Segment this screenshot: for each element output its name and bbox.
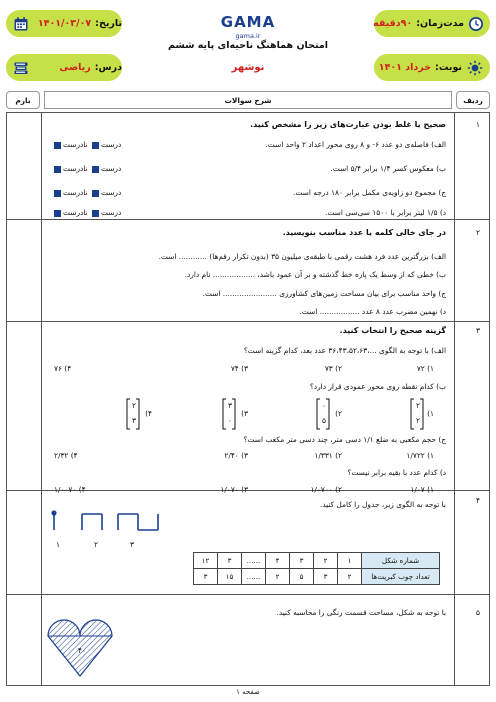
header-row-1	[6, 10, 490, 40]
table-cell: ۱۲	[194, 553, 218, 569]
books-icon	[12, 59, 30, 77]
table-cell-blank[interactable]: ......	[242, 569, 266, 585]
q3-title: گزینه صحیح را انتخاب کنید.	[339, 326, 446, 335]
date-label: تاریخ:	[95, 18, 122, 29]
date-pill	[6, 10, 122, 37]
false-checkbox[interactable]	[54, 210, 61, 217]
true-checkbox[interactable]	[92, 210, 99, 217]
q3-a-opt-1[interactable]: ۱) ۷۲	[416, 364, 434, 373]
q3-d-opt-2[interactable]: ۲) ۱/۰۷۰۰	[310, 485, 342, 494]
q3-b-opt-2-num: ۲)	[335, 409, 342, 418]
true-label: درست	[100, 188, 122, 197]
q3-number: ۳	[476, 326, 480, 335]
q3-b-stem: ب) کدام نقطه روی محور عمودی قرار دارد؟	[309, 382, 446, 391]
table-cell-blank[interactable]: ......	[242, 553, 266, 569]
subject-value: ریاضی	[59, 62, 91, 73]
q3-b-v2-top: ۰	[322, 401, 326, 410]
q3-c-opt-3[interactable]: ۳) ۲/۴۰	[224, 451, 248, 460]
true-checkbox[interactable]	[92, 142, 99, 149]
table-head-matches: تعداد چوب کبریت‌ها	[362, 569, 440, 585]
q3-c-opt-2[interactable]: ۲) ۱/۳۳۱	[314, 451, 342, 460]
pattern-label-3: ۳	[130, 540, 134, 549]
table-cell: ۲	[338, 569, 362, 585]
turn-pill	[374, 54, 490, 81]
q3-b-v2-bottom: ۵	[322, 416, 326, 425]
col-description-header: شرح سوالات	[44, 91, 452, 109]
turn-value: خرداد ۱۴۰۱	[378, 62, 432, 73]
clock-icon	[468, 15, 484, 33]
q3-d-opt-3[interactable]: ۳) ۱/۰۷۰	[220, 485, 248, 494]
q2-item-b: ب) خطی که از وسط یک پاره خط گذشته و بر آن عمود باشد، .................. نام دارد.	[184, 270, 446, 279]
logo-text: GAMA	[220, 13, 276, 31]
table-cell: ۱۵	[218, 569, 242, 585]
q1-b-options	[52, 164, 121, 173]
q3-c-opt-1[interactable]: ۱) ۱/۷۲۲	[406, 451, 434, 460]
true-label: درست	[100, 164, 122, 173]
q3-b-opt-1-num: ۱)	[427, 409, 434, 418]
q3-d-stem: د) کدام عدد با بقیه برابر نیست؟	[347, 468, 446, 477]
q2-number: ۲	[476, 228, 480, 237]
false-label: نادرست	[63, 164, 88, 173]
q1-divider	[7, 219, 489, 220]
table-cell: ۲	[314, 553, 338, 569]
q3-c-stem: ج) حجم مکعبی به ضلع ۱/۱ دسی متر، چند دسی متر مکعب است؟	[243, 435, 446, 444]
score-column-divider	[41, 113, 42, 685]
table-cell: ۴	[266, 553, 290, 569]
q4-number: ۴	[476, 496, 480, 505]
sun-icon	[466, 59, 484, 77]
exam-page	[6, 4, 490, 698]
table-cell: ۱	[338, 553, 362, 569]
city-name: نوشهر	[231, 62, 265, 73]
row-column-divider	[454, 113, 455, 685]
q3-a-opt-2[interactable]: ۲) ۷۳	[324, 364, 342, 373]
table-cell: ۳	[314, 569, 338, 585]
q1-item-b: ب) معکوس کسر ۱/۴ برابر ۵/۴ است.	[330, 164, 446, 173]
q2-item-a: الف) بزرگترین عدد فرد هشت رقمی با طبقه‌ی میلیون ۳۵ (بدون تکرار رقم‌ها) ............ است.	[158, 252, 446, 261]
calendar-icon	[12, 15, 30, 33]
exam-title: امتحان هماهنگ ناحیه‌ای پایه ششم	[168, 40, 328, 51]
q1-c-options	[52, 188, 121, 197]
true-label: درست	[100, 208, 122, 217]
q2-item-d: د) نهمین مضرب عدد ۸ عدد ................. است.	[299, 307, 446, 316]
duration-pill	[374, 10, 490, 37]
true-label: درست	[100, 140, 122, 149]
table-cell: ۵	[290, 569, 314, 585]
q3-b-opt-4-num: ۴)	[145, 409, 152, 418]
table-row	[194, 569, 440, 585]
pattern-table	[193, 552, 440, 585]
q3-a-opt-4[interactable]: ۴) ۷۶	[54, 364, 72, 373]
q3-b-v1-top: ۲	[416, 401, 420, 410]
false-checkbox[interactable]	[54, 166, 61, 173]
q2-divider	[7, 321, 489, 322]
subject-label: درس:	[94, 62, 122, 73]
q1-number: ۱	[476, 120, 480, 129]
q3-b-v4-bottom: ۳	[132, 416, 136, 425]
q2-item-c: ج) واحد مناسب برای بیان مساحت زمین‌های کشاورزی ....................... است.	[202, 289, 446, 298]
date-value: ۱۴۰۱/۰۳/۰۷	[37, 18, 92, 29]
false-checkbox[interactable]	[54, 190, 61, 197]
pattern-label-2: ۲	[94, 540, 98, 549]
q1-item-a: الف) فاصله‌ی دو عدد ۶- و ۸ روی محور اعداد ۲ واحد است.	[265, 140, 446, 149]
false-checkbox[interactable]	[54, 142, 61, 149]
q5-number: ۵	[476, 608, 480, 617]
table-head-figure: شماره شکل	[362, 553, 440, 569]
col-score-header: بارم	[6, 91, 40, 109]
q3-a-opt-3[interactable]: ۳) ۷۴	[230, 364, 248, 373]
q1-d-options	[52, 208, 121, 217]
q1-a-options	[52, 140, 121, 149]
q1-title: صحیح یا غلط بودن عبارت‌های زیر را مشخص کنید.	[250, 120, 446, 129]
q3-b-v4-top: ۲	[132, 401, 136, 410]
turn-label: نوبت:	[435, 62, 462, 73]
duration-label: مدت‌زمان:	[416, 18, 464, 29]
q1-item-c: ج) مجموع دو زاویه‌ی مکمل برابر ۱۸۰ درجه است.	[293, 188, 446, 197]
col-row-header: ردیف	[456, 91, 490, 109]
table-cell: ۳	[218, 553, 242, 569]
q3-b-v1-bottom: ۲	[416, 416, 420, 425]
pattern-label-1: ۱	[56, 540, 60, 549]
logo-subtext: gama.ir	[235, 32, 261, 40]
q3-a-stem: الف) با توجه به الگوی ...،۳۶،۴۳،۵۲،۶۳ عدد بعد، کدام گزینه است؟	[243, 346, 446, 355]
q3-d-opt-1[interactable]: ۱) ۱/۰۷	[410, 485, 434, 494]
q1-item-d: د) ۱/۵ لیتر برابر با ۱۵۰۰ سی‌سی است.	[325, 208, 446, 217]
table-cell: ۲	[266, 569, 290, 585]
gama-logo	[206, 12, 290, 32]
table-cell: ۳	[290, 553, 314, 569]
q5-title: با توجه به شکل، مساحت قسمت رنگی را محاسبه کنید.	[276, 608, 446, 617]
false-label: نادرست	[63, 208, 88, 217]
table-row	[194, 553, 440, 569]
subject-pill	[6, 54, 122, 81]
q3-d-opt-4[interactable]: ۴) ۱/۰۰۷۰	[54, 485, 86, 494]
false-label: نادرست	[63, 188, 88, 197]
q3-c-opt-4[interactable]: ۴) ۲/۳۲	[54, 451, 78, 460]
true-checkbox[interactable]	[92, 190, 99, 197]
matchstick-pattern	[46, 508, 166, 538]
q3-b-opt-3-num: ۳)	[241, 409, 248, 418]
duration-value: ۹۰دقیقه	[373, 18, 413, 29]
q3-b-v3-bottom: ۰	[228, 416, 232, 425]
q4-divider	[7, 594, 489, 595]
page-footer: صفحه ۱	[236, 688, 260, 696]
q2-title: در جای خالی کلمه یا عدد مناسب بنویسید.	[282, 228, 446, 237]
false-label: نادرست	[63, 140, 88, 149]
true-checkbox[interactable]	[92, 166, 99, 173]
q3-b-v3-top: ۳	[228, 401, 232, 410]
q4-title: با توجه به الگوی زیر، جدول را کامل کنید.	[319, 500, 446, 509]
heart-dimension: ۴۰	[78, 646, 86, 655]
table-cell: ۳	[194, 569, 218, 585]
